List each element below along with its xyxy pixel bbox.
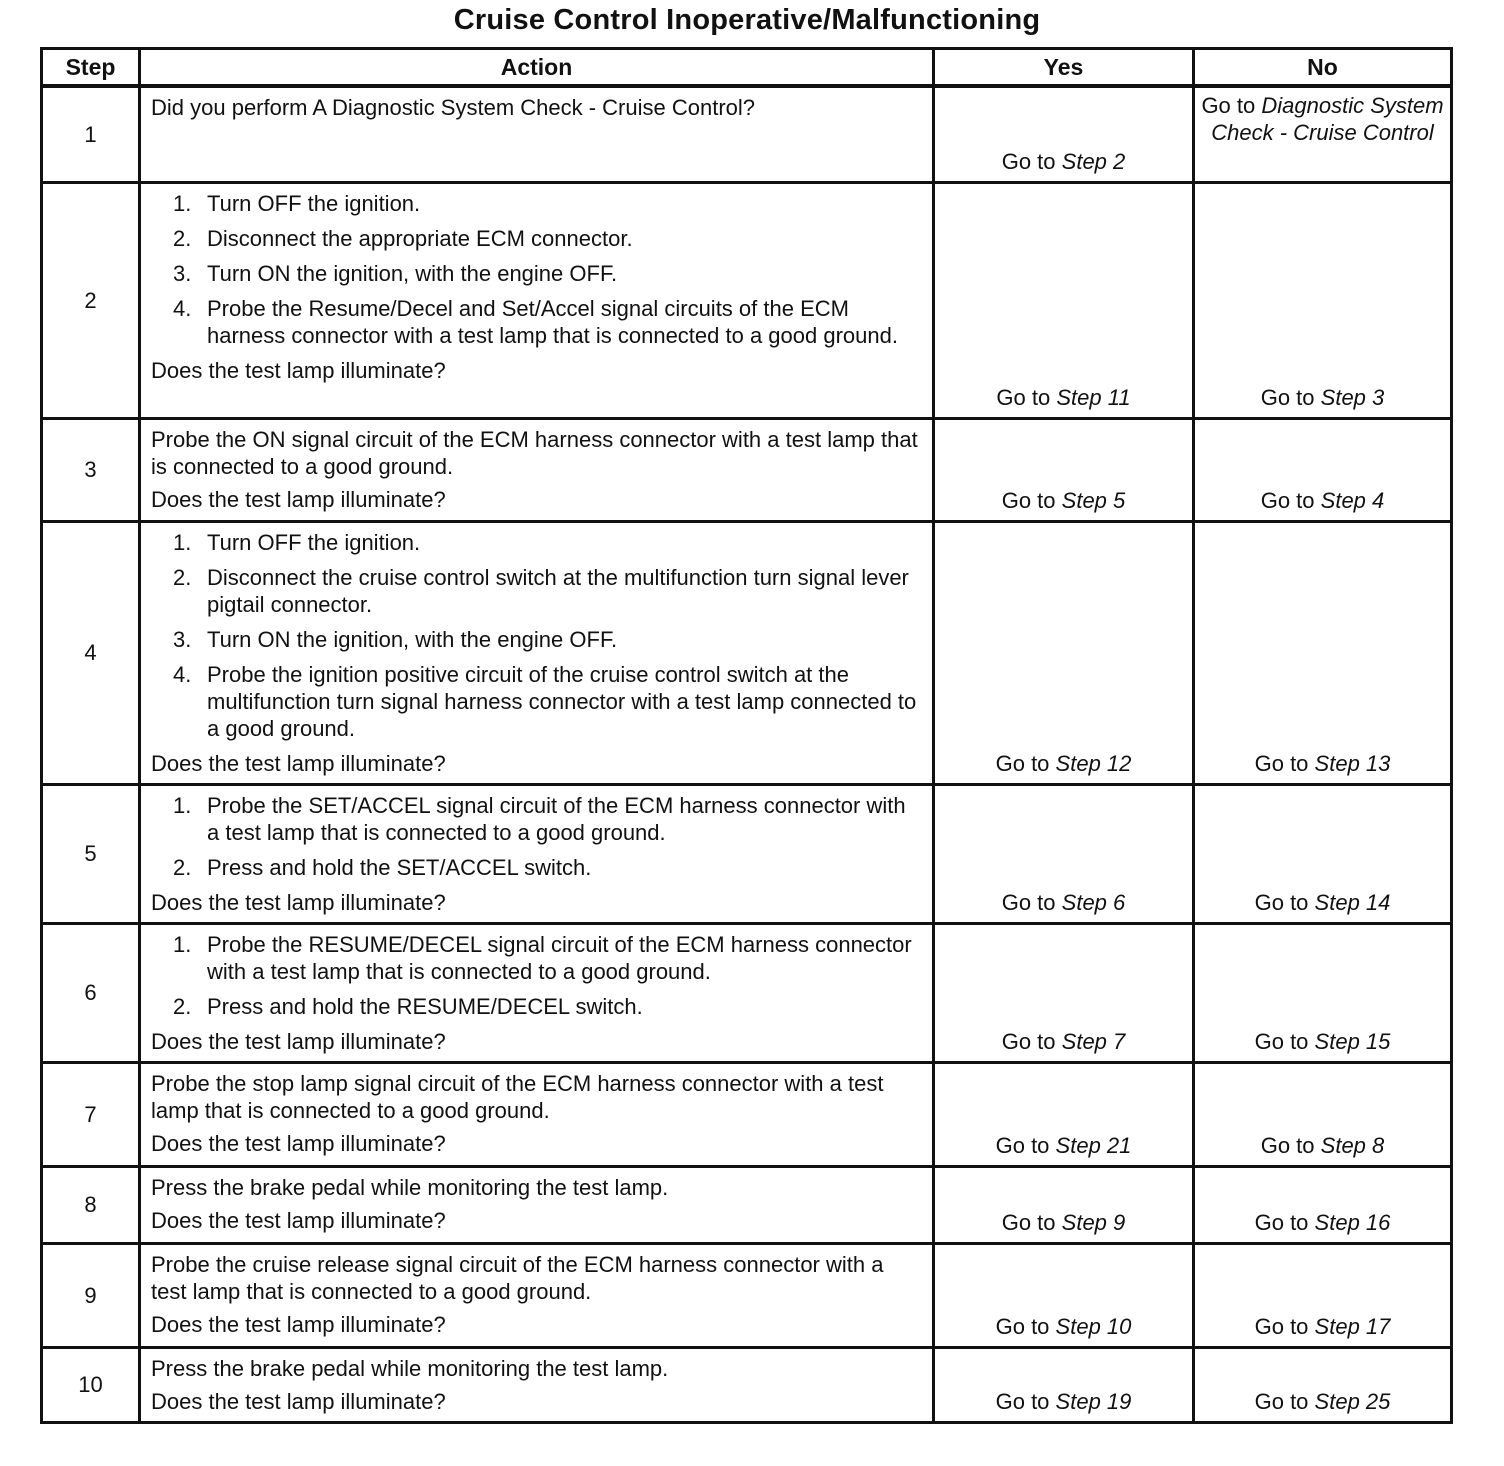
no-cell bbox=[1194, 784, 1452, 923]
action-cell bbox=[140, 86, 934, 182]
goto-prefix: Go to bbox=[1254, 1388, 1309, 1414]
goto-prefix: Go to bbox=[1260, 487, 1315, 513]
substep-number: 2. bbox=[173, 993, 192, 1019]
substep-number: 1. bbox=[173, 529, 192, 555]
substep-item bbox=[151, 225, 920, 252]
table-row bbox=[42, 1166, 1452, 1243]
no-cell bbox=[1194, 521, 1452, 784]
action-question: Does the test lamp illuminate? bbox=[151, 750, 446, 776]
no-cell bbox=[1194, 1062, 1452, 1166]
table-row bbox=[42, 1347, 1452, 1422]
no-goto-target: Step 17 bbox=[1314, 1313, 1391, 1339]
no-cell bbox=[1194, 923, 1452, 1062]
no-goto-target: Diagnostic System Check - Cruise Control bbox=[1211, 93, 1444, 145]
substep-item bbox=[151, 529, 920, 556]
substep-item bbox=[151, 190, 920, 217]
substep-number: 4. bbox=[173, 295, 192, 321]
substep-item bbox=[151, 993, 920, 1020]
no-cell bbox=[1194, 1243, 1452, 1347]
yes-cell bbox=[934, 86, 1194, 182]
goto-prefix: Go to bbox=[1254, 889, 1309, 915]
yes-cell bbox=[934, 923, 1194, 1062]
substep-number: 1. bbox=[173, 792, 192, 818]
step-number: 3 bbox=[42, 418, 140, 521]
action-cell bbox=[140, 1062, 934, 1166]
goto-prefix: Go to bbox=[1260, 384, 1315, 410]
substep-number: 2. bbox=[173, 564, 192, 590]
goto-prefix: Go to bbox=[995, 750, 1050, 776]
header-yes: Yes bbox=[934, 49, 1194, 87]
action-cell bbox=[140, 1166, 934, 1243]
no-goto-target: Step 25 bbox=[1314, 1388, 1391, 1414]
table-row bbox=[42, 1243, 1452, 1347]
yes-goto-target: Step 21 bbox=[1055, 1132, 1132, 1158]
substep-item bbox=[151, 626, 920, 653]
substep-number: 3. bbox=[173, 260, 192, 286]
yes-goto-target: Step 12 bbox=[1055, 750, 1132, 776]
yes-cell bbox=[934, 784, 1194, 923]
table-row bbox=[42, 923, 1452, 1062]
substep-text: Turn ON the ignition, with the engine OFF. bbox=[207, 260, 618, 286]
no-cell bbox=[1194, 1166, 1452, 1243]
no-goto-target: Step 16 bbox=[1314, 1209, 1391, 1235]
goto-prefix: Go to bbox=[996, 384, 1051, 410]
header-action: Action bbox=[140, 49, 934, 87]
table-row bbox=[42, 1062, 1452, 1166]
substep-list bbox=[151, 931, 920, 1020]
substep-text: Probe the Resume/Decel and Set/Accel signal circuits of the ECM harness connector with a test lamp that is connected to a good ground. bbox=[207, 295, 898, 348]
goto-prefix: Go to bbox=[1254, 1313, 1309, 1339]
yes-goto-target: Step 7 bbox=[1061, 1028, 1126, 1054]
action-cell bbox=[140, 418, 934, 521]
action-text: Press the brake pedal while monitoring the test lamp. bbox=[151, 1174, 669, 1200]
goto-prefix: Go to bbox=[1001, 1209, 1056, 1235]
yes-cell bbox=[934, 1347, 1194, 1422]
yes-goto-target: Step 5 bbox=[1061, 487, 1126, 513]
substep-item bbox=[151, 792, 920, 846]
substep-text: Turn OFF the ignition. bbox=[207, 190, 421, 216]
substep-item bbox=[151, 260, 920, 287]
step-number: 5 bbox=[42, 784, 140, 923]
no-cell bbox=[1194, 86, 1452, 182]
action-question: Does the test lamp illuminate? bbox=[151, 486, 446, 512]
yes-goto-target: Step 9 bbox=[1061, 1209, 1126, 1235]
table-row bbox=[42, 86, 1452, 182]
substep-text: Disconnect the cruise control switch at the multifunction turn signal lever pigtail connector. bbox=[207, 564, 909, 617]
no-cell bbox=[1194, 418, 1452, 521]
no-goto-target: Step 13 bbox=[1314, 750, 1391, 776]
action-cell bbox=[140, 182, 934, 418]
substep-text: Turn OFF the ignition. bbox=[207, 529, 421, 555]
document-title: Cruise Control Inoperative/Malfunctioning bbox=[453, 4, 1041, 36]
action-question: Does the test lamp illuminate? bbox=[151, 1130, 446, 1156]
goto-prefix: Go to bbox=[995, 1388, 1050, 1414]
yes-goto-target: Step 6 bbox=[1061, 889, 1126, 915]
action-question: Does the test lamp illuminate? bbox=[151, 1388, 446, 1414]
substep-item bbox=[151, 661, 920, 742]
action-cell bbox=[140, 521, 934, 784]
substep-item bbox=[151, 295, 920, 349]
diagnostic-table bbox=[40, 47, 1453, 1424]
header-row bbox=[42, 49, 1452, 87]
action-text: Probe the stop lamp signal circuit of the ECM harness connector with a test lamp that is connected to a good ground. bbox=[151, 1070, 884, 1123]
substep-text: Disconnect the appropriate ECM connector. bbox=[207, 225, 633, 251]
step-number: 8 bbox=[42, 1166, 140, 1243]
yes-cell bbox=[934, 1243, 1194, 1347]
goto-prefix: Go to bbox=[1254, 1209, 1309, 1235]
goto-prefix: Go to bbox=[1254, 1028, 1309, 1054]
substep-number: 2. bbox=[173, 225, 192, 251]
step-number: 1 bbox=[42, 86, 140, 182]
substep-text: Probe the ignition positive circuit of the cruise control switch at the multifunction turn signal harness connector with a test lamp connected to a good ground. bbox=[207, 661, 917, 741]
substep-text: Probe the SET/ACCEL signal circuit of the ECM harness connector with a test lamp that is connected to a good ground. bbox=[207, 792, 906, 845]
goto-prefix: Go to bbox=[995, 1313, 1050, 1339]
action-question: Does the test lamp illuminate? bbox=[151, 1311, 446, 1337]
action-text: Press the brake pedal while monitoring the test lamp. bbox=[151, 1355, 669, 1381]
substep-item bbox=[151, 854, 920, 881]
substep-number: 1. bbox=[173, 931, 192, 957]
header-no: No bbox=[1194, 49, 1452, 87]
substep-list bbox=[151, 529, 920, 742]
yes-cell bbox=[934, 182, 1194, 418]
no-goto-target: Step 8 bbox=[1320, 1132, 1385, 1158]
goto-prefix: Go to bbox=[1254, 750, 1309, 776]
yes-goto-target: Step 2 bbox=[1061, 148, 1126, 174]
substep-list bbox=[151, 190, 920, 349]
substep-list bbox=[151, 792, 920, 881]
action-question: Does the test lamp illuminate? bbox=[151, 1207, 446, 1233]
header-step: Step bbox=[42, 49, 140, 87]
yes-cell bbox=[934, 418, 1194, 521]
step-number: 7 bbox=[42, 1062, 140, 1166]
step-number: 10 bbox=[42, 1347, 140, 1422]
action-question: Does the test lamp illuminate? bbox=[151, 357, 446, 383]
yes-goto-target: Step 10 bbox=[1055, 1313, 1132, 1339]
step-number: 6 bbox=[42, 923, 140, 1062]
table-row bbox=[42, 521, 1452, 784]
action-cell bbox=[140, 923, 934, 1062]
goto-prefix: Go to bbox=[1001, 487, 1056, 513]
action-text: Probe the cruise release signal circuit of the ECM harness connector with a test lamp that is connected to a good ground. bbox=[151, 1251, 884, 1304]
table-row bbox=[42, 418, 1452, 521]
substep-item bbox=[151, 564, 920, 618]
substep-number: 4. bbox=[173, 661, 192, 687]
table-row bbox=[42, 784, 1452, 923]
goto-prefix: Go to bbox=[995, 1132, 1050, 1158]
goto-prefix: Go to bbox=[1201, 93, 1256, 118]
action-cell bbox=[140, 784, 934, 923]
no-goto-target: Step 14 bbox=[1314, 889, 1391, 915]
substep-text: Press and hold the RESUME/DECEL switch. bbox=[207, 993, 643, 1019]
substep-number: 2. bbox=[173, 854, 192, 880]
no-cell bbox=[1194, 182, 1452, 418]
step-number: 4 bbox=[42, 521, 140, 784]
yes-goto-target: Step 11 bbox=[1056, 384, 1131, 410]
goto-prefix: Go to bbox=[1260, 1132, 1315, 1158]
no-goto-target: Step 4 bbox=[1320, 487, 1385, 513]
substep-item bbox=[151, 931, 920, 985]
substep-text: Press and hold the SET/ACCEL switch. bbox=[207, 854, 592, 880]
yes-cell bbox=[934, 1062, 1194, 1166]
substep-number: 1. bbox=[173, 190, 192, 216]
step-number: 2 bbox=[42, 182, 140, 418]
table-row bbox=[42, 182, 1452, 418]
action-text: Probe the ON signal circuit of the ECM harness connector with a test lamp that is connected to a good ground. bbox=[151, 426, 918, 479]
step-number: 9 bbox=[42, 1243, 140, 1347]
action-cell bbox=[140, 1243, 934, 1347]
action-cell bbox=[140, 1347, 934, 1422]
no-goto-target: Step 15 bbox=[1314, 1028, 1391, 1054]
no-cell bbox=[1194, 1347, 1452, 1422]
action-question: Does the test lamp illuminate? bbox=[151, 1028, 446, 1054]
action-text: Did you perform A Diagnostic System Check - Cruise Control? bbox=[151, 95, 756, 120]
yes-cell bbox=[934, 1166, 1194, 1243]
substep-text: Probe the RESUME/DECEL signal circuit of the ECM harness connector with a test lamp that is connected to a good ground. bbox=[207, 931, 912, 984]
substep-text: Turn ON the ignition, with the engine OFF. bbox=[207, 626, 618, 652]
substep-number: 3. bbox=[173, 626, 192, 652]
no-goto-target: Step 3 bbox=[1320, 384, 1385, 410]
goto-prefix: Go to bbox=[1001, 148, 1056, 174]
action-question: Does the test lamp illuminate? bbox=[151, 889, 446, 915]
goto-prefix: Go to bbox=[1001, 1028, 1056, 1054]
yes-goto-target: Step 19 bbox=[1055, 1388, 1132, 1414]
goto-prefix: Go to bbox=[1001, 889, 1056, 915]
yes-cell bbox=[934, 521, 1194, 784]
